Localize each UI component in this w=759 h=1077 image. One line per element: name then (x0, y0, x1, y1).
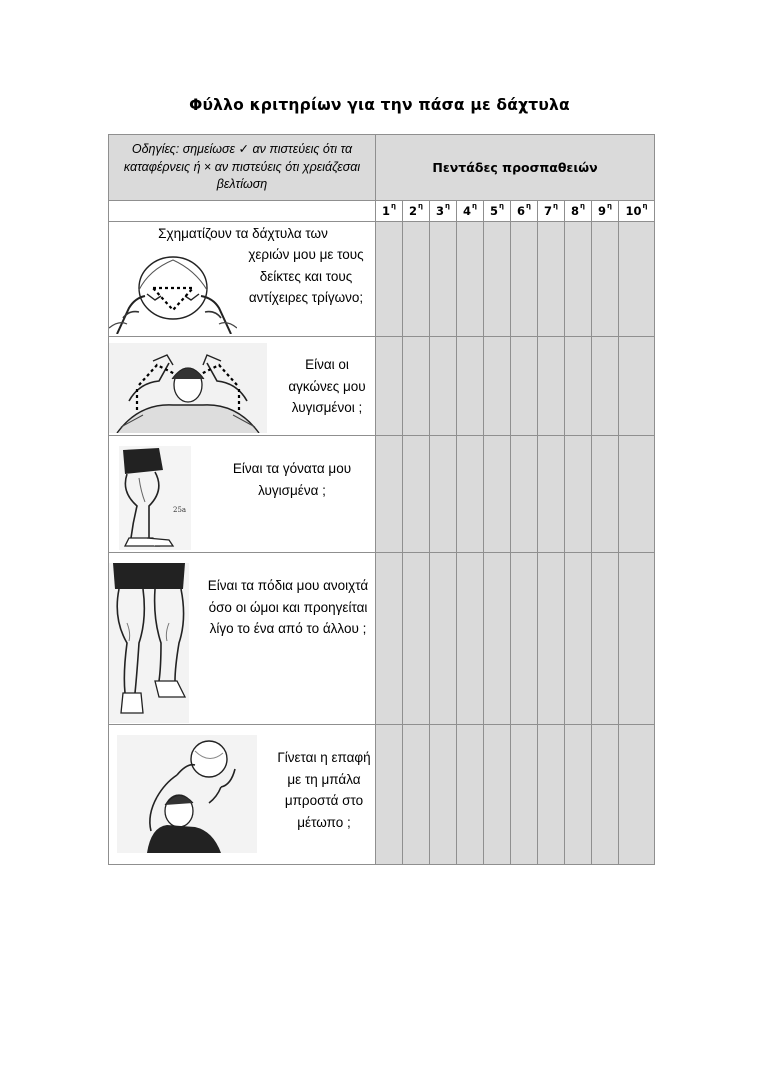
answer-cell-r3-c9[interactable] (592, 436, 619, 553)
instructions-text-2: αν πιστεύεις ότι τα καταφέρνεις ή (123, 142, 353, 174)
attempt-suffix: η (553, 202, 558, 210)
attempt-number: 4 (463, 204, 472, 218)
answer-cell-r5-c4[interactable] (457, 725, 484, 865)
instructions-text-1: Οδηγίες: σημείωσε (131, 142, 239, 157)
criterion-row-2 (109, 337, 655, 436)
answer-cell-r4-c6[interactable] (511, 553, 538, 725)
attempt-number: 6 (517, 204, 526, 218)
criterion-cell-1 (109, 222, 376, 337)
answer-cell-r2-c10[interactable] (619, 337, 655, 436)
answer-cell-r3-c10[interactable] (619, 436, 655, 553)
attempt-header-10 (619, 201, 655, 222)
answer-cell-r1-c2[interactable] (403, 222, 430, 337)
criterion-cell-2 (109, 337, 376, 436)
attempt-header-1 (376, 201, 403, 222)
answer-cell-r3-c3[interactable] (430, 436, 457, 553)
attempt-header-5 (484, 201, 511, 222)
criterion-row-4 (109, 553, 655, 725)
answer-cell-r5-c10[interactable] (619, 725, 655, 865)
attempt-suffix: η (391, 202, 396, 210)
attempt-suffix: η (607, 202, 612, 210)
attempt-suffix: η (526, 202, 531, 210)
page-title: Φύλλο κριτηρίων για την πάσα με δάχτυλα (189, 96, 570, 114)
answer-cell-r1-c6[interactable] (511, 222, 538, 337)
criteria-table (108, 134, 655, 865)
answer-cell-r3-c5[interactable] (484, 436, 511, 553)
answer-cell-r5-c2[interactable] (403, 725, 430, 865)
attempt-number: 1 (382, 204, 391, 218)
answer-cell-r4-c2[interactable] (403, 553, 430, 725)
answer-cell-r3-c7[interactable] (538, 436, 565, 553)
criterion-cell-3 (109, 436, 376, 553)
answer-cell-r5-c3[interactable] (430, 725, 457, 865)
answer-cell-r4-c3[interactable] (430, 553, 457, 725)
attempt-header-7 (538, 201, 565, 222)
answer-cell-r3-c4[interactable] (457, 436, 484, 553)
criterion-text-4: Είναι τα πόδια μου ανοιχτά όσο οι ώμοι και προηγείται λίγο το ένα από το άλλου ; (207, 578, 369, 636)
answer-cell-r1-c7[interactable] (538, 222, 565, 337)
criterion-cell-5 (109, 725, 376, 865)
attempt-suffix: η (642, 202, 648, 210)
criterion-text-1-top: Σχηματίζουν τα δάχτυλα των (158, 226, 328, 241)
criterion-row-5 (109, 725, 655, 865)
answer-cell-r4-c10[interactable] (619, 553, 655, 725)
answer-cell-r4-c7[interactable] (538, 553, 565, 725)
criterion-row-3 (109, 436, 655, 553)
attempt-number: 3 (436, 204, 445, 218)
answer-cell-r3-c8[interactable] (565, 436, 592, 553)
answer-cell-r3-c2[interactable] (403, 436, 430, 553)
attempt-header-6 (511, 201, 538, 222)
attempt-number: 8 (571, 204, 580, 218)
answer-cell-r1-c9[interactable] (592, 222, 619, 337)
answer-cell-r1-c10[interactable] (619, 222, 655, 337)
attempt-suffix: η (499, 202, 504, 210)
attempt-header-4 (457, 201, 484, 222)
answer-cell-r2-c4[interactable] (457, 337, 484, 436)
image-label-25a: 25a (173, 506, 187, 514)
attempt-number: 10 (625, 204, 642, 218)
answer-cell-r3-c1[interactable] (376, 436, 403, 553)
answer-cell-r5-c6[interactable] (511, 725, 538, 865)
answer-cell-r2-c9[interactable] (592, 337, 619, 436)
attempts-header: Πεντάδες προσπαθειών (376, 135, 655, 201)
answer-cell-r2-c8[interactable] (565, 337, 592, 436)
answer-cell-r5-c1[interactable] (376, 725, 403, 865)
answer-cell-r2-c6[interactable] (511, 337, 538, 436)
answer-cell-r1-c4[interactable] (457, 222, 484, 337)
bent-knees-icon (119, 446, 191, 550)
answer-cell-r4-c9[interactable] (592, 553, 619, 725)
attempt-number: 2 (409, 204, 418, 218)
attempt-header-8 (565, 201, 592, 222)
answer-cell-r2-c3[interactable] (430, 337, 457, 436)
answer-cell-r2-c5[interactable] (484, 337, 511, 436)
answer-cell-r5-c8[interactable] (565, 725, 592, 865)
answer-cell-r4-c4[interactable] (457, 553, 484, 725)
hands-triangle-icon (109, 248, 237, 334)
answer-cell-r4-c1[interactable] (376, 553, 403, 725)
attempt-suffix: η (418, 202, 423, 210)
attempt-header-2 (403, 201, 430, 222)
answer-cell-r2-c1[interactable] (376, 337, 403, 436)
instructions-cell (109, 135, 376, 201)
attempt-header-3 (430, 201, 457, 222)
attempt-suffix: η (445, 202, 450, 210)
bent-elbows-icon (109, 343, 267, 433)
answer-cell-r5-c9[interactable] (592, 725, 619, 865)
criterion-text-2: Είναι οι αγκώνες μου λυγισμένοι ; (288, 357, 366, 415)
answer-cell-r2-c2[interactable] (403, 337, 430, 436)
answer-cell-r2-c7[interactable] (538, 337, 565, 436)
answer-cell-r1-c5[interactable] (484, 222, 511, 337)
criterion-text-5: Γίνεται η επαφή με τη μπάλα μπροστά στο μέτωπο ; (277, 750, 371, 830)
answer-cell-r1-c8[interactable] (565, 222, 592, 337)
answer-cell-r1-c1[interactable] (376, 222, 403, 337)
blank-header-cell (109, 201, 376, 222)
feet-apart-icon (109, 563, 189, 723)
answer-cell-r1-c3[interactable] (430, 222, 457, 337)
answer-cell-r4-c8[interactable] (565, 553, 592, 725)
answer-cell-r4-c5[interactable] (484, 553, 511, 725)
attempt-header-9 (592, 201, 619, 222)
criterion-text-3: Είναι τα γόνατα μου λυγισμένα ; (232, 461, 352, 498)
answer-cell-r3-c6[interactable] (511, 436, 538, 553)
attempt-number: 7 (544, 204, 553, 218)
ball-forehead-icon (117, 735, 257, 853)
attempt-number: 9 (598, 204, 607, 218)
cross-mark-icon: × (204, 159, 212, 174)
attempt-suffix: η (472, 202, 477, 210)
answer-cell-r5-c5[interactable] (484, 725, 511, 865)
answer-cell-r5-c7[interactable] (538, 725, 565, 865)
criterion-text-1: χεριών μου με τους δείκτες και τους αντίχειρες τρίγωνο; (248, 247, 364, 305)
attempt-suffix: η (580, 202, 585, 210)
criterion-row-1 (109, 222, 655, 337)
attempt-number: 5 (490, 204, 499, 218)
criterion-cell-4 (109, 553, 376, 725)
check-mark-icon: ✓ (238, 142, 250, 157)
instructions-text-3: αν πιστεύεις ότι χρειάζεσαι βελτίωση (211, 159, 361, 192)
